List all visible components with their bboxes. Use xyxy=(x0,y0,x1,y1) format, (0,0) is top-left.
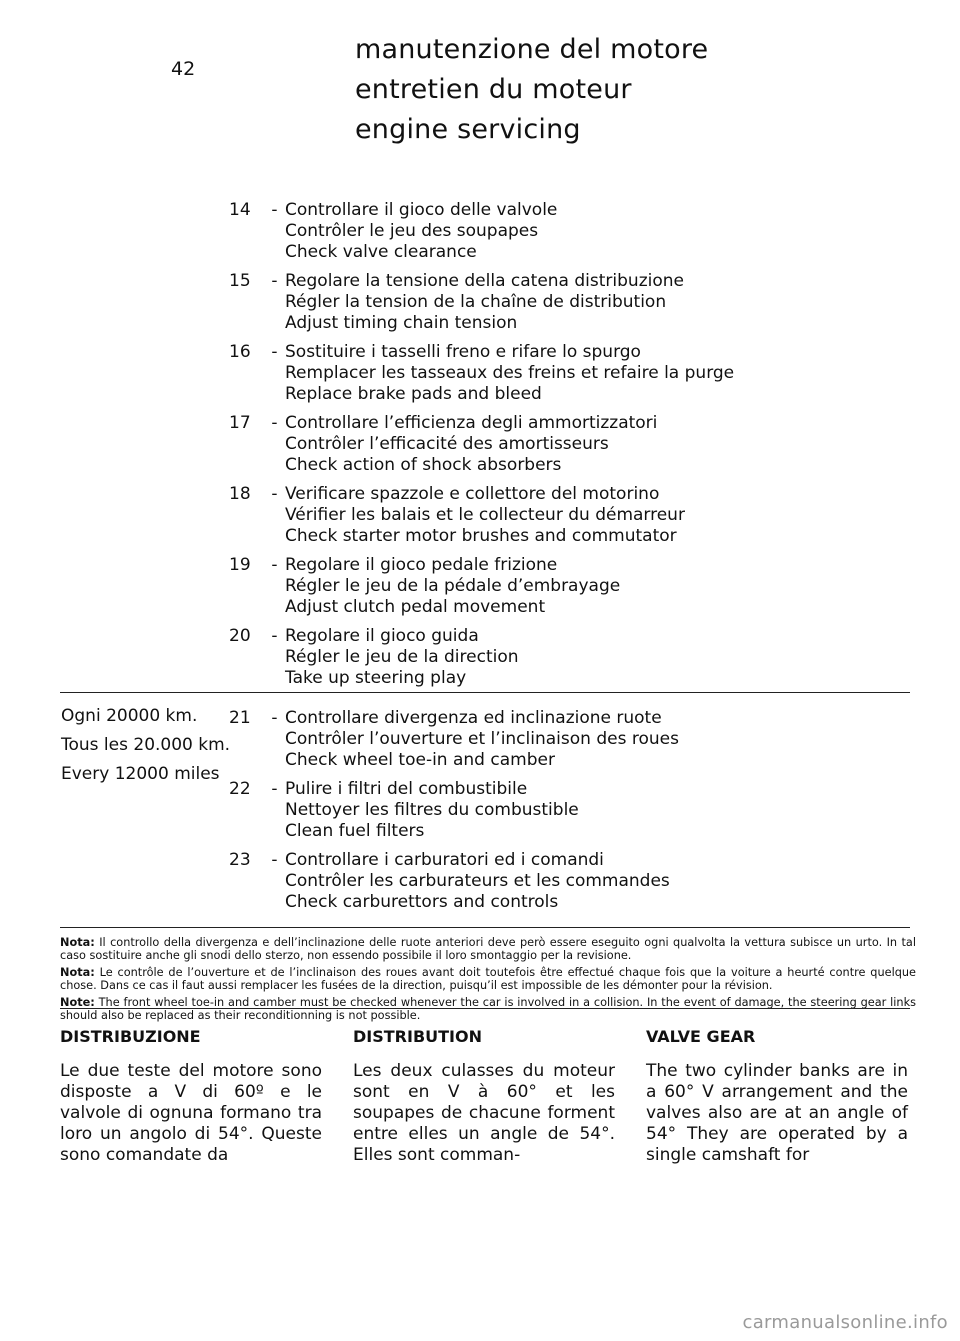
item-line: Regolare il gioco pedale frizione xyxy=(285,555,558,575)
note-text: Le contrôle de l’ouverture et de l’inclinaison des roues avant doit toutefois être effectué chaque fois que la voiture a heurté contre quelque chose. Dans ce cas il faut aussi remplacer les fusées de la direction, puisqu’il est impossible de les démonter pour la révision. xyxy=(60,965,917,993)
maintenance-item xyxy=(229,708,849,771)
column-italian xyxy=(60,1027,322,1166)
maintenance-item xyxy=(229,779,849,842)
interval-english: Every 12000 miles xyxy=(61,764,220,784)
column-text: The two cylinder banks are in a 60° V arrangement and the valves also are at an angle of 54° They are operated by a single camshaft for xyxy=(646,1061,908,1165)
item-lines xyxy=(285,271,684,334)
item-number: 14 xyxy=(229,200,251,220)
column-text: Le due teste del motore sono disposte a V di 60º e le valvole di ognuna formano tra loro un angolo di 54°. Queste sono comandate da xyxy=(60,1061,322,1165)
item-dash: - xyxy=(271,555,278,575)
item-lines xyxy=(285,708,679,771)
item-line: Take up steering play xyxy=(285,668,467,688)
page-number: 42 xyxy=(171,58,196,80)
item-line: Controllare l’efficienza degli ammortizzatori xyxy=(285,413,658,433)
watermark: carmanualsonline.info xyxy=(742,1312,948,1333)
note-label: Note: xyxy=(60,995,95,1009)
item-line: Contrôler le jeu des soupapes xyxy=(285,221,539,241)
item-dash: - xyxy=(271,342,278,362)
maintenance-item xyxy=(229,626,849,689)
maintenance-item xyxy=(229,342,849,405)
item-line: Adjust clutch pedal movement xyxy=(285,597,546,617)
note-english xyxy=(60,996,916,1023)
column-heading: DISTRIBUZIONE xyxy=(60,1027,201,1046)
note-label: Nota: xyxy=(60,965,95,979)
item-line: Pulire i filtri del combustibile xyxy=(285,779,528,799)
column-english xyxy=(646,1027,908,1166)
title-english: engine servicing xyxy=(355,114,581,145)
maintenance-item xyxy=(229,271,849,334)
item-line: Replace brake pads and bleed xyxy=(285,384,542,404)
item-line: Check valve clearance xyxy=(285,242,477,262)
item-line: Remplacer les tasseaux des freins et refaire la purge xyxy=(285,363,735,383)
maintenance-list-bottom xyxy=(229,708,849,921)
item-line: Regolare la tensione della catena distribuzione xyxy=(285,271,684,291)
item-line: Contrôler les carburateurs et les commandes xyxy=(285,871,670,891)
column-heading: DISTRIBUTION xyxy=(353,1027,482,1046)
item-lines xyxy=(285,200,557,263)
item-dash: - xyxy=(271,626,278,646)
item-line: Verificare spazzole e collettore del motorino xyxy=(285,484,660,504)
item-dash: - xyxy=(271,779,278,799)
item-number: 20 xyxy=(229,626,251,646)
maintenance-item xyxy=(229,850,849,913)
item-dash: - xyxy=(271,850,278,870)
item-line: Régler la tension de la chaîne de distribution xyxy=(285,292,667,312)
note-label: Nota: xyxy=(60,936,95,949)
item-line: Check carburettors and controls xyxy=(285,892,559,912)
item-lines xyxy=(285,342,734,405)
valve-gear-section xyxy=(60,1027,920,1166)
title-french: entretien du moteur xyxy=(355,74,632,105)
divider-rule xyxy=(60,692,910,693)
note-french xyxy=(60,966,916,993)
item-line: Check wheel toe-in and camber xyxy=(285,750,555,770)
divider-rule xyxy=(60,927,910,928)
divider-rule xyxy=(60,1008,910,1009)
item-line: Vérifier les balais et le collecteur du démarreur xyxy=(285,505,685,525)
item-dash: - xyxy=(271,413,278,433)
item-line: Controllare il gioco delle valvole xyxy=(285,200,558,220)
item-line: Régler le jeu de la pédale d’embrayage xyxy=(285,576,621,596)
item-line: Contrôler l’ouverture et l’inclinaison des roues xyxy=(285,729,679,749)
item-line: Nettoyer les filtres du combustible xyxy=(285,800,579,820)
maintenance-item xyxy=(229,555,849,618)
page-titles xyxy=(355,30,708,150)
column-heading: VALVE GEAR xyxy=(646,1027,756,1046)
item-lines xyxy=(285,779,579,842)
column-text: Les deux culasses du moteur sont en V à 60° et les soupapes de chacune forment entre elles un angle de 54°. Elles sont comman- xyxy=(353,1061,615,1165)
item-number: 19 xyxy=(229,555,251,575)
item-number: 23 xyxy=(229,850,251,870)
maintenance-item xyxy=(229,200,849,263)
item-line: Régler le jeu de la direction xyxy=(285,647,519,667)
item-lines xyxy=(285,555,620,618)
item-line: Contrôler l’efficacité des amortisseurs xyxy=(285,434,609,454)
maintenance-item xyxy=(229,484,849,547)
item-number: 15 xyxy=(229,271,251,291)
item-number: 18 xyxy=(229,484,251,504)
item-number: 21 xyxy=(229,708,251,728)
item-dash: - xyxy=(271,708,278,728)
interval-french: Tous les 20.000 km. xyxy=(61,735,231,755)
column-french xyxy=(353,1027,615,1166)
item-number: 22 xyxy=(229,779,251,799)
maintenance-item xyxy=(229,413,849,476)
item-line: Sostituire i tasselli freno e rifare lo spurgo xyxy=(285,342,641,362)
note-text: Il controllo della divergenza e dell’inclinazione delle ruote anteriori deve però essere eseguito ogni qualvolta la vettura subisce un urto. In tal caso sostituire anche gli snodi dello sterzo, non essendo possibile il loro smontaggio per la revisione. xyxy=(60,936,916,963)
item-number: 17 xyxy=(229,413,251,433)
item-dash: - xyxy=(271,271,278,291)
note-italian xyxy=(60,936,916,963)
item-line: Check starter motor brushes and commutator xyxy=(285,526,677,546)
note-text: The front wheel toe-in and camber must be checked whenever the car is involved in a collision. In the event of damage, the steering gear links should also be replaced as their reconditionning is not possible. xyxy=(60,995,917,1023)
item-line: Adjust timing chain tension xyxy=(285,313,518,333)
item-lines xyxy=(285,626,519,689)
item-line: Regolare il gioco guida xyxy=(285,626,479,646)
interval-label xyxy=(61,706,231,793)
item-line: Controllare divergenza ed inclinazione ruote xyxy=(285,708,662,728)
item-lines xyxy=(285,413,657,476)
maintenance-list-top xyxy=(229,200,849,697)
title-italian: manutenzione del motore xyxy=(355,34,709,65)
item-line: Controllare i carburatori ed i comandi xyxy=(285,850,604,870)
item-lines xyxy=(285,484,685,547)
interval-italian: Ogni 20000 km. xyxy=(61,706,198,726)
item-number: 16 xyxy=(229,342,251,362)
item-line: Clean fuel filters xyxy=(285,821,425,841)
notes-block xyxy=(60,936,916,1025)
item-line: Check action of shock absorbers xyxy=(285,455,562,475)
item-dash: - xyxy=(271,200,278,220)
item-lines xyxy=(285,850,670,913)
item-dash: - xyxy=(271,484,278,504)
